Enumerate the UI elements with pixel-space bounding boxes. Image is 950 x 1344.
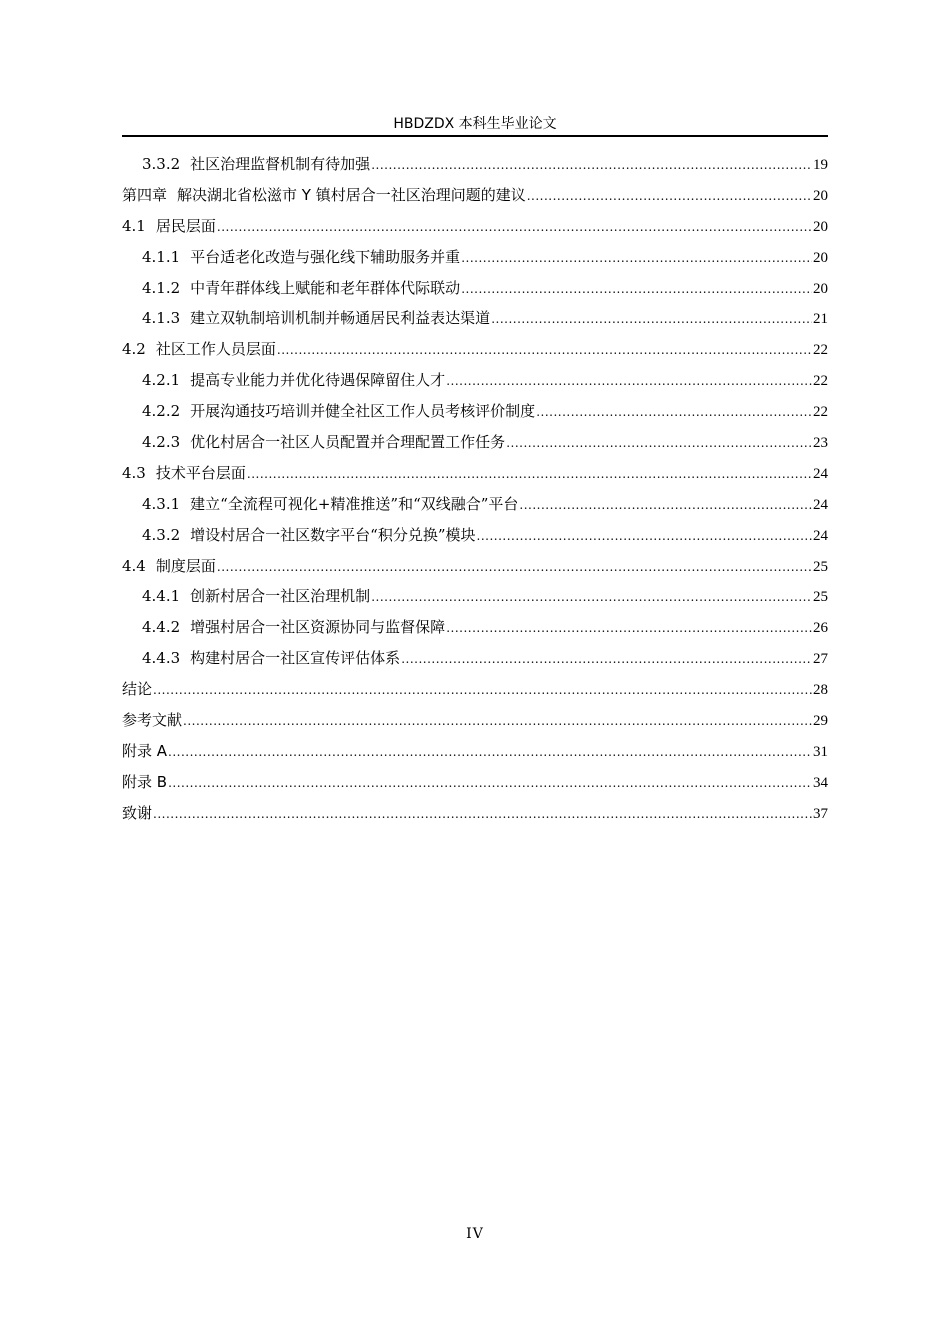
toc-entry[interactable] (122, 616, 828, 647)
toc-entry[interactable] (122, 277, 828, 308)
toc-dot-leader (477, 529, 812, 543)
toc-entry-label (122, 462, 246, 483)
toc-entry-title: 社区治理监督机制有待加强 (190, 155, 371, 173)
toc-entry-number: 4.2.1 (142, 371, 181, 390)
toc-entry-label (142, 524, 476, 545)
toc-entry[interactable] (122, 555, 828, 586)
toc-entry-title: 制度层面 (155, 556, 216, 575)
toc-entry-label (142, 246, 460, 267)
toc-entry-title: 解决湖北省松滋市 Y 镇村居合一社区治理问题的建议 (177, 185, 526, 204)
toc-dot-leader (371, 590, 812, 604)
toc-entry-label (142, 400, 535, 421)
toc-entry-label (142, 616, 445, 637)
toc-entry-number: 4.3 (122, 463, 146, 482)
toc-entry[interactable] (122, 678, 828, 709)
toc-entry-label (122, 338, 276, 359)
toc-entry-title: 参考文献 (122, 711, 183, 730)
toc-entry-label (142, 153, 370, 174)
toc-entry-page: 25 (813, 589, 828, 606)
toc-entry-page: 20 (813, 187, 828, 204)
toc-entry-page: 26 (813, 620, 828, 637)
toc-dot-leader (153, 807, 812, 821)
toc-entry-label (142, 493, 518, 514)
toc-entry-label (122, 709, 182, 730)
toc-entry[interactable] (122, 647, 828, 678)
toc-dot-leader (277, 343, 812, 357)
toc-entry-title: 建立“全流程可视化+精准推送”和“双线融合”平台 (190, 494, 519, 513)
toc-entry-page: 22 (813, 373, 828, 390)
toc-entry-title: 附录 A (122, 741, 168, 760)
toc-entry-number: 3.3.2 (142, 155, 181, 173)
toc-dot-leader (446, 621, 812, 635)
toc-entry-number: 4.4.1 (142, 587, 181, 606)
toc-entry-number: 4.2.2 (142, 402, 181, 421)
toc-entry[interactable] (122, 585, 828, 616)
toc-entry-label (122, 678, 152, 699)
toc-entry-page: 20 (813, 280, 828, 297)
toc-entry-number: 4.4.3 (142, 649, 181, 668)
toc-dot-leader (153, 683, 812, 697)
toc-entry[interactable] (122, 431, 828, 462)
toc-entry-label (142, 307, 490, 328)
toc-entry[interactable] (122, 153, 828, 184)
toc-entry-title: 创新村居合一社区治理机制 (190, 587, 371, 606)
toc-entry-number: 4.4 (122, 556, 146, 575)
toc-entry-label (142, 277, 460, 298)
toc-dot-leader (247, 467, 812, 481)
toc-entry-number: 4.2 (122, 340, 146, 359)
table-of-contents (122, 153, 828, 833)
toc-entry-page: 31 (813, 743, 828, 760)
toc-dot-leader (536, 405, 812, 419)
toc-entry-number: 4.4.2 (142, 618, 181, 637)
toc-dot-leader (519, 498, 812, 512)
toc-entry-label (122, 184, 526, 205)
toc-dot-leader (168, 776, 812, 790)
toc-entry-title: 社区工作人员层面 (155, 340, 276, 359)
header-divider (122, 135, 828, 137)
toc-entry-number: 4.1 (122, 216, 146, 235)
toc-entry-page: 28 (813, 682, 828, 699)
toc-entry-title: 技术平台层面 (155, 463, 246, 482)
toc-entry[interactable] (122, 493, 828, 524)
toc-entry-title: 增强村居合一社区资源协同与监督保障 (190, 618, 446, 637)
toc-entry-label (122, 555, 216, 576)
toc-entry[interactable] (122, 215, 828, 246)
toc-entry[interactable] (122, 524, 828, 555)
toc-entry-number: 4.3.1 (142, 494, 181, 513)
toc-entry-page: 19 (813, 157, 828, 173)
page-header: HBDZDX 本科生毕业论文 (393, 116, 557, 132)
toc-entry-page: 20 (813, 249, 828, 266)
toc-entry[interactable] (122, 307, 828, 338)
toc-entry[interactable] (122, 740, 828, 771)
toc-entry-title: 提高专业能力并优化待遇保障留住人才 (190, 371, 446, 390)
toc-dot-leader (527, 189, 812, 203)
toc-entry-title: 优化村居合一社区人员配置并合理配置工作任务 (190, 433, 506, 452)
toc-entry-title: 附录 B (122, 772, 168, 791)
toc-dot-leader (401, 652, 812, 666)
toc-entry-title: 致谢 (122, 803, 153, 822)
toc-entry-title: 构建村居合一社区宣传评估体系 (190, 649, 401, 668)
toc-entry-number: 4.1.2 (142, 278, 181, 297)
toc-entry[interactable] (122, 771, 828, 802)
toc-entry-label (122, 771, 167, 792)
toc-dot-leader (461, 251, 812, 265)
toc-entry-label (122, 740, 167, 761)
toc-entry-page: 22 (813, 342, 828, 359)
toc-entry-label (142, 369, 445, 390)
toc-entry-label (122, 802, 152, 823)
toc-dot-leader (371, 158, 812, 172)
toc-entry[interactable] (122, 400, 828, 431)
toc-entry-title: 开展沟通技巧培训并健全社区工作人员考核评价制度 (190, 402, 536, 421)
toc-entry-page: 20 (813, 218, 828, 235)
toc-entry[interactable] (122, 802, 828, 833)
page-number: IV (466, 1226, 484, 1242)
toc-dot-leader (217, 560, 812, 574)
toc-entry[interactable] (122, 184, 828, 215)
toc-entry-number: 4.2.3 (142, 433, 181, 452)
toc-entry-label (142, 585, 370, 606)
toc-dot-leader (491, 312, 812, 326)
toc-entry-page: 27 (813, 651, 828, 668)
toc-entry-page: 21 (813, 311, 828, 328)
toc-entry-label (122, 215, 216, 236)
toc-entry-page: 34 (813, 774, 828, 791)
toc-dot-leader (461, 282, 812, 296)
toc-entry-number: 4.3.2 (142, 525, 181, 544)
toc-dot-leader (446, 374, 812, 388)
toc-entry-page: 24 (813, 527, 828, 544)
toc-entry-page: 25 (813, 558, 828, 575)
toc-entry[interactable] (122, 709, 828, 740)
toc-entry-page: 22 (813, 404, 828, 421)
toc-entry-page: 24 (813, 496, 828, 513)
toc-entry-title: 中青年群体线上赋能和老年群体代际联动 (190, 278, 461, 297)
toc-entry-title: 居民层面 (155, 216, 216, 235)
toc-entry-page: 24 (813, 465, 828, 482)
toc-dot-leader (183, 714, 812, 728)
toc-entry-number: 第四章 (122, 185, 168, 204)
toc-entry-number: 4.1.3 (142, 309, 181, 328)
toc-entry-title: 建立双轨制培训机制并畅通居民利益表达渠道 (190, 309, 491, 328)
toc-entry[interactable] (122, 462, 828, 493)
toc-entry[interactable] (122, 246, 828, 277)
toc-dot-leader (168, 745, 812, 759)
toc-entry-title: 结论 (122, 680, 153, 699)
toc-entry-title: 平台适老化改造与强化线下辅助服务并重 (190, 247, 461, 266)
toc-entry-page: 23 (813, 435, 828, 452)
toc-entry-number: 4.1.1 (142, 247, 181, 266)
toc-entry-page: 37 (813, 805, 828, 822)
toc-dot-leader (506, 436, 812, 450)
toc-entry-label (142, 647, 400, 668)
toc-dot-leader (217, 220, 812, 234)
toc-entry[interactable] (122, 369, 828, 400)
toc-entry-title: 增设村居合一社区数字平台“积分兑换”模块 (190, 525, 476, 544)
toc-entry-page: 29 (813, 713, 828, 730)
toc-entry[interactable] (122, 338, 828, 369)
toc-entry-label (142, 431, 505, 452)
